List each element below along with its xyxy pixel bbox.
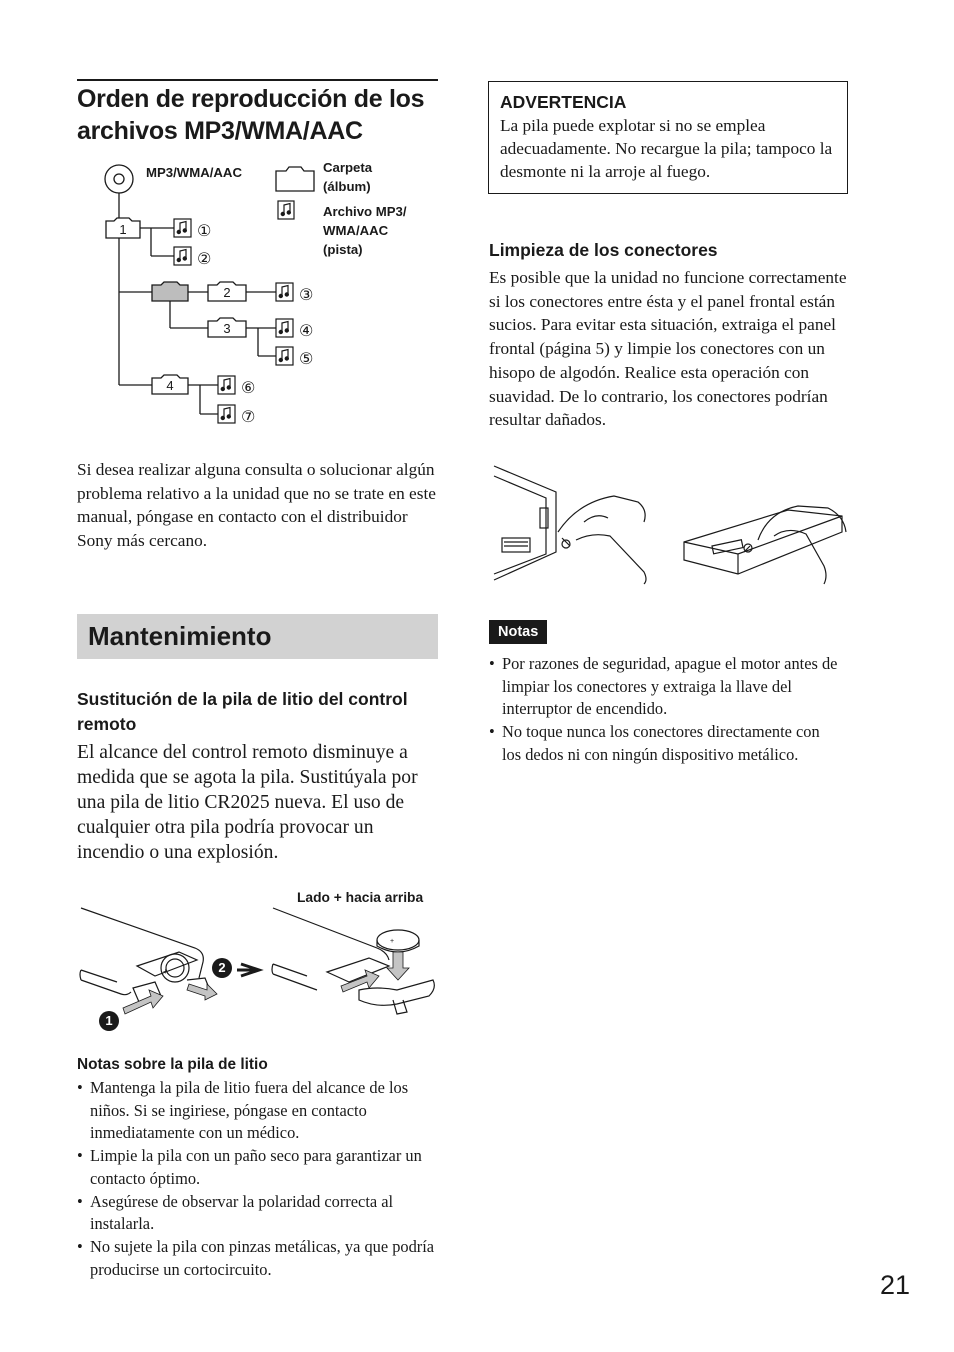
maintenance-heading: Mantenimiento [88,621,272,651]
folder-number-2: 2 [223,285,231,300]
warning-title: ADVERTENCIA [500,92,627,112]
section-title-playback-order: Orden de reproducción de los archivos MP3/WMA/AAC [77,85,425,145]
page-number: 21 [880,1270,911,1300]
list-item: • No sujete la pila con pinzas metálicas, ya que podría producirse un cortocircuito. [77,1236,439,1281]
battery-paragraph: El alcance del control remoto disminuye a medida que se agota la pila. Sustitúyala por una pila de litio CR2025 nueva. El uso de cualquier otra pila podría provocar un incendio o una explosión. [77,742,418,863]
legend-file-label: Archivo MP3/ WMA/AAC (pista) [323,204,407,257]
cleaning-title: Limpieza de los conectores [489,240,718,260]
tree-root-label: MP3/WMA/AAC [146,165,242,180]
list-item: • Por razones de seguridad, apague el motor antes de limpiar los conectores y extraiga la llave del interruptor de encendido. [489,653,839,721]
list-item: • Mantenga la pila de litio fuera del alcance de los niños. Si se ingiriese, póngase en contacto inmediatamente con un médico. [77,1077,439,1145]
top-rule-left [77,79,438,81]
track-number: ③ [299,285,314,304]
svg-text:+: + [163,967,168,976]
legend-music-file-icon [278,201,294,219]
music-file-icon [174,219,191,237]
legend-folder-icon [276,167,314,191]
track-number: ⑦ [241,407,256,426]
folder-icon [152,282,188,301]
battery-replacement-illustration [77,904,442,1034]
list-item: • Asegúrese de observar la polaridad correcta al instalarla. [77,1191,439,1236]
music-file-icon [276,283,293,301]
list-item: • Limpie la pila con un paño seco para garantizar un contacto óptimo. [77,1145,439,1190]
track-number: ④ [299,321,314,340]
battery-notes-list [77,1077,439,1281]
battery-subtitle: Sustitución de la pila de litio del control remoto [77,689,408,734]
music-file-icon [276,319,293,337]
music-file-icon [276,347,293,365]
music-file-icon [218,405,235,423]
svg-text:+: + [390,938,395,945]
battery-notes-title: Notas sobre la pila de litio [77,1056,268,1073]
side-up-label: Lado + hacia arriba [297,890,424,905]
warning-text: La pila puede explotar si no se emplea adecuadamente. No recargue la pila; tampoco la desmonte ni la arroje al fuego. [500,116,833,181]
track-number: ① [197,221,212,240]
folder-number-3: 3 [223,321,231,336]
legend-folder-label: Carpeta (álbum) [323,160,373,194]
cleaning-paragraph: Es posible que la unidad no funcione correctamente si los conectores entre ésta y el panel frontal están sucios. Para evitar esta situación, extraiga el panel frontal (página 5) y limpie los conectores con un hisopo de algodón. Realice esta operación con suavidad. De lo contrario, los conectores podrían resultar dañados. [489,268,847,430]
list-item: • No toque nunca los conectores directamente con los dedos ni con ningún dispositivo metálico. [489,721,839,766]
folder-tree-diagram [100,155,440,435]
track-number: ⑥ [241,378,256,397]
connector-cleaning-illustration [488,462,852,586]
track-number: ⑤ [299,349,314,368]
folder-number-4: 4 [166,378,174,393]
music-file-icon [218,376,235,394]
notes-label: Notas [489,620,547,644]
folder-number-1: 1 [119,222,127,237]
notes-list [489,653,839,767]
step-2-number: 2 [218,960,226,975]
contact-paragraph: Si desea realizar alguna consulta o solucionar algún problema relativo a la unidad que no se trate en este manual, póngase en contacto con el distribuidor Sony más cercano. [77,460,436,551]
step-1-number: 1 [105,1013,113,1028]
music-file-icon [174,247,191,265]
arrow-right-icon [237,964,259,976]
disc-icon [105,165,133,193]
track-number: ② [197,249,212,268]
